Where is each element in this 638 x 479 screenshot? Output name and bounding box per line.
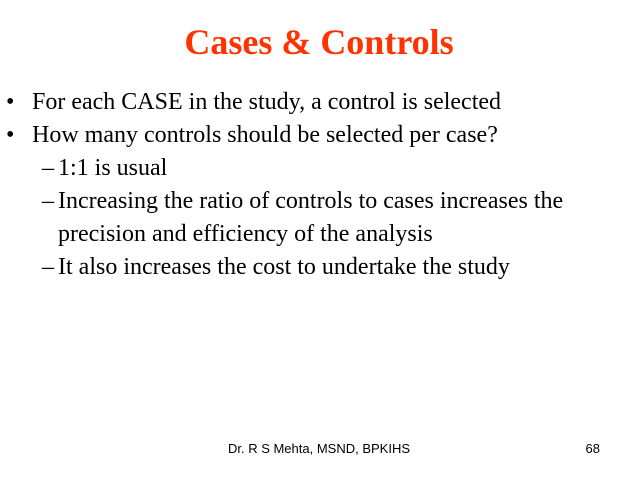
dash-marker: – (42, 155, 54, 181)
bullet-item (0, 86, 638, 119)
sub-bullet-text: Increasing the ratio of controls to cases increases the precision and efficiency of the analysis (58, 188, 564, 247)
sub-bullet-text: It also increases the cost to undertake the study (58, 254, 510, 280)
sub-bullet-item (0, 152, 638, 185)
dash-marker: – (42, 188, 54, 214)
footer-author: Dr. R S Mehta, MSND, BPKIHS (227, 441, 411, 456)
bullet-list (0, 86, 638, 284)
bullet-text: For each CASE in the study, a control is selected (32, 89, 502, 115)
bullet-item (0, 119, 638, 152)
page-number: 68 (585, 441, 600, 456)
bullet-marker: • (6, 122, 15, 148)
dash-marker: – (42, 254, 54, 280)
bullet-text: How many controls should be selected per case? (32, 122, 498, 148)
sub-bullet-item (0, 185, 638, 251)
slide-title: Cases & Controls (184, 22, 454, 62)
sub-bullet-item (0, 251, 638, 284)
sub-bullet-text: 1:1 is usual (58, 155, 168, 181)
bullet-marker: • (6, 89, 15, 115)
